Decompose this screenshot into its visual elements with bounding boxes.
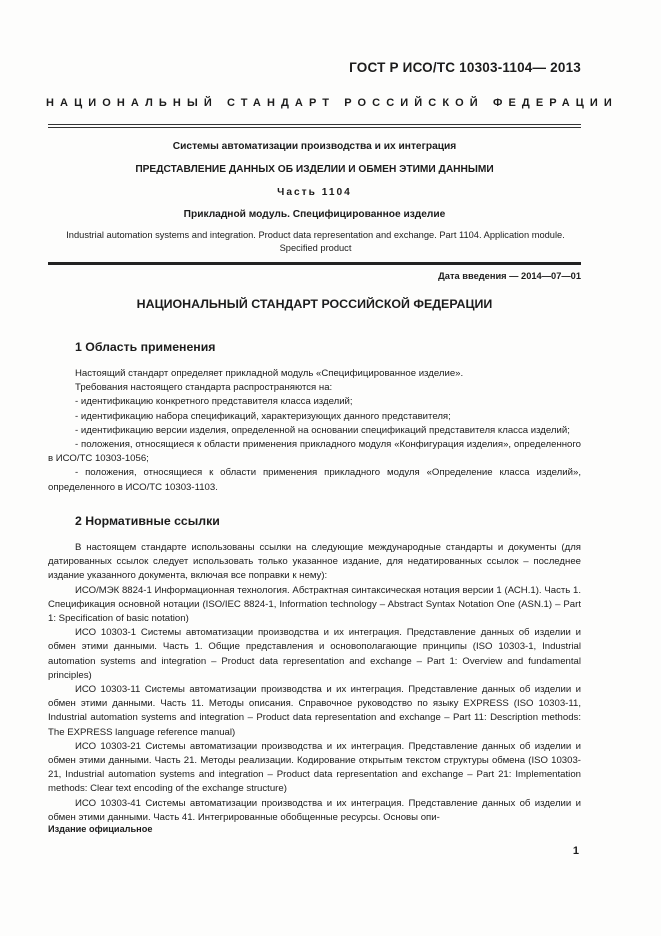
reference-entry: ИСО 10303-41 Системы автоматизации производства и их интеграция. Представление данных об изделии и обмен этими данными. Часть 41. Интегрированные обобщенные ресурсы. Основы опи- <box>48 797 581 823</box>
series-title: Системы автоматизации производства и их интеграция <box>172 141 457 152</box>
reference-entry: ИСО 10303-21 Системы автоматизации производства и их интеграция. Представление данных об изделии и обмен этими данными. Часть 21. Методы реализации. Кодирование открытым текстом структуры обмена (ISO 10303-21, Industrial automation systems and integration – Product data representation and exchange – Part 21: Implementation methods: Clear text encoding of the exchange structure) <box>48 740 581 795</box>
document-code: ГОСТ Р ИСО/ТС 10303-1104— 2013 <box>349 60 581 75</box>
list-item: - идентификацию набора спецификаций, характеризующих данного представителя; <box>75 410 451 422</box>
section-1-heading: 1 Область применения <box>75 340 216 354</box>
list-item: - идентификацию версии изделия, определенной на основании спецификаций представителя класса изделий; <box>75 424 570 436</box>
part-label: Часть 1104 <box>277 187 352 198</box>
reference-entry: ИСО/МЭК 8824-1 Информационная технология. Абстрактная синтаксическая нотация версии 1 (АСН.1). Часть 1. Спецификация основной нотации (ISO/IEC 8824-1, Information technology – Abstract Syntax Notation One (ASN.1) – Part 1: Specification of basic notation) <box>48 584 581 625</box>
section-1-body <box>48 367 581 495</box>
introduction-date: Дата введения — 2014—07—01 <box>438 271 581 281</box>
section-2-body <box>48 541 581 825</box>
list-item: - идентификацию конкретного представителя класса изделий; <box>75 396 353 408</box>
page-number: 1 <box>572 845 579 857</box>
official-edition-note: Издание официальное <box>48 824 153 834</box>
paragraph: В настоящем стандарте использованы ссылки на следующие международные стандарты и документы (для датированных ссылок следует использовать только указанное издание, для недатированных ссылок – последнее издание указанного документа, включая все поправки к нему): <box>48 542 581 582</box>
section-2-heading: 2 Нормативные ссылки <box>75 514 220 528</box>
reference-entry: ИСО 10303-11 Системы автоматизации производства и их интеграция. Представление данных об изделии и обмен этими данными. Часть 11. Методы описания. Справочное руководство по языку EXPRESS (ISO 10303-11, Industrial automation systems and integration – Product data representation and exchange – Part 11: Description methods: The EXPRESS language reference manual) <box>48 684 581 738</box>
paragraph: Настоящий стандарт определяет прикладной модуль «Специфицированное изделие». <box>75 368 464 379</box>
main-heading: НАЦИОНАЛЬНЫЙ СТАНДАРТ РОССИЙСКОЙ ФЕДЕРАЦИИ <box>136 297 493 311</box>
reference-entry: ИСО 10303-1 Системы автоматизации производства и их интеграция. Представление данных об изделии и обмен этими данными. Часть 1. Общие представления и основополагающие принципы (ISO 10303-1, Industrial automation systems and integration – Product data representation and exchange – Part 1: Overview and fundamental principles) <box>48 627 581 681</box>
title-block-divider <box>48 262 581 265</box>
header-divider-top <box>48 124 581 125</box>
paragraph: Требования настоящего стандарта распространяются на: <box>75 382 333 394</box>
part-title: Прикладной модуль. Специфицированное изделие <box>183 209 446 220</box>
main-title: ПРЕДСТАВЛЕНИЕ ДАННЫХ ОБ ИЗДЕЛИИ И ОБМЕН ЭТИМИ ДАННЫМИ <box>135 164 494 175</box>
national-standard-banner: НАЦИОНАЛЬНЫЙ СТАНДАРТ РОССИЙСКОЙ ФЕДЕРАЦИИ <box>46 97 618 109</box>
english-title: Industrial automation systems and integration. Product data representation and exchange. Part 1104. Application module. Specified product <box>66 230 565 253</box>
list-item: - положения, относящиеся к области применения прикладного модуля «Конфигурация изделия», определенного в ИСО/ТС 10303-1056; <box>48 439 581 465</box>
list-item: - положения, относящиеся к области применения прикладного модуля «Определение класса изделий», определенного в ИСО/ТС 10303-1103. <box>48 467 581 493</box>
header-divider-bottom <box>48 127 581 128</box>
